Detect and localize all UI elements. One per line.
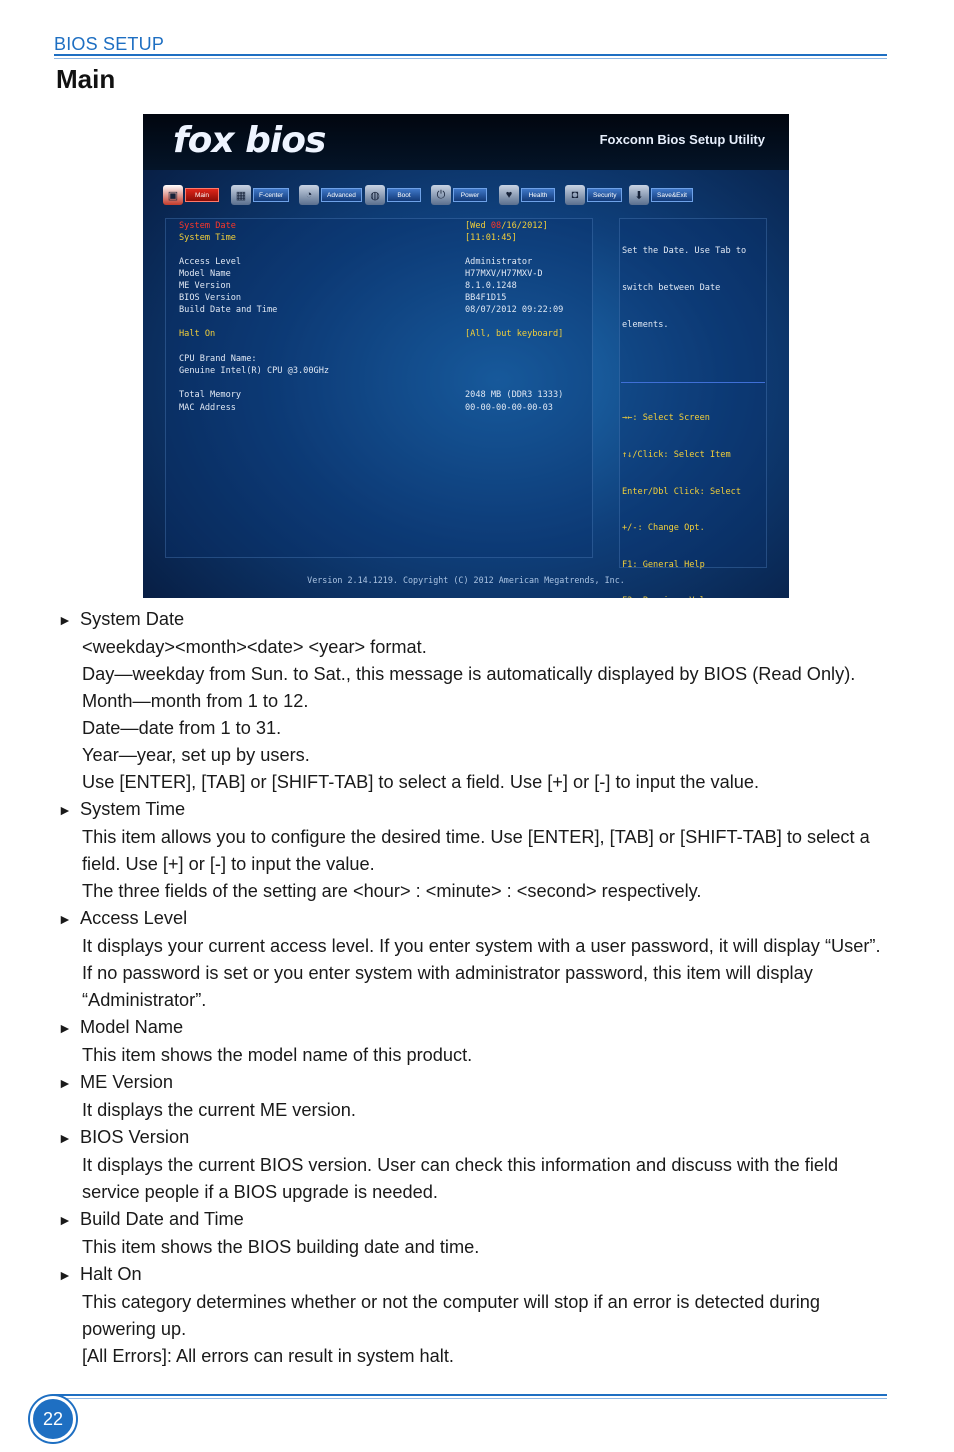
header-rule	[54, 54, 887, 56]
arrow-bullet-icon: ►	[58, 612, 72, 628]
model-name-label: Model Name	[179, 269, 231, 279]
tab-label: Advanced	[321, 188, 362, 202]
access-level-value: Administrator	[465, 257, 533, 267]
key-legend-line: +/-: Change Opt.	[622, 523, 705, 534]
item-description: This item shows the model name of this product.	[82, 1045, 473, 1065]
header-rule-thin	[54, 58, 887, 59]
item-description: It displays the current BIOS version. User can check this information and discuss with the field service people if a BIOS upgrade is needed.	[82, 1155, 839, 1202]
arrow-bullet-icon: ►	[58, 1212, 72, 1228]
item-halt-on	[58, 1261, 888, 1289]
item-description: This category determines whether or not the computer will stop if an error is detected during powering up.	[82, 1292, 820, 1339]
bios-version-label: BIOS Version	[179, 293, 242, 303]
key-legend-line: F1: General Help	[622, 559, 705, 570]
halt-on-value[interactable]: [All, but keyboard]	[465, 329, 564, 339]
key-legend-line: Enter/Dbl Click: Select	[622, 486, 741, 497]
item-title: Build Date and Time	[80, 1209, 244, 1229]
build-date-value: 08/07/2012 09:22:09	[465, 305, 564, 315]
item-description: This item allows you to configure the desired time. Use [ENTER], [TAB] or [SHIFT-TAB] to select a field. Use [+] or [-] to input the value.	[82, 827, 870, 874]
tab-label: Boot	[387, 188, 421, 202]
power-icon: ⏻	[431, 185, 451, 205]
tab-label: Save&Exit	[651, 188, 693, 202]
item-description: This item shows the BIOS building date and time.	[82, 1237, 480, 1257]
item-title: Access Level	[80, 908, 188, 928]
item-system-time	[58, 796, 888, 824]
footer-rule	[54, 1394, 887, 1396]
drive-icon: ◍	[365, 185, 385, 205]
cpu-brand-label: CPU Brand Name:	[179, 354, 257, 364]
total-memory-value: 2048 MB (DDR3 1333)	[465, 390, 564, 400]
bios-screenshot	[143, 114, 789, 598]
item-build-date-time	[58, 1206, 888, 1234]
build-date-label: Build Date and Time	[179, 305, 278, 315]
description-list	[58, 606, 888, 1370]
page-title: Main	[56, 64, 116, 94]
page-number-badge: 22	[30, 1396, 76, 1442]
tab-label: Main	[185, 188, 219, 202]
lock-icon: ◘	[565, 185, 585, 205]
grid-icon: ▦	[231, 185, 251, 205]
tab-boot[interactable]	[365, 184, 421, 206]
cpu-brand-value: Genuine Intel(R) CPU @3.00GHz	[179, 366, 330, 376]
arrow-bullet-icon: ►	[58, 911, 72, 927]
system-date-label[interactable]: System Date	[179, 221, 236, 231]
gauge-icon: ◔	[299, 185, 319, 205]
item-bios-version	[58, 1124, 888, 1152]
tab-main[interactable]	[163, 184, 219, 206]
item-description: Use [ENTER], [TAB] or [SHIFT-TAB] to select a field. Use [+] or [-] to input the value.	[82, 772, 760, 792]
item-title: Halt On	[80, 1264, 142, 1284]
tab-power[interactable]	[431, 184, 487, 206]
me-version-value: 8.1.0.1248	[465, 281, 517, 291]
system-time-value[interactable]: [11:01:45]	[465, 233, 517, 243]
utility-title: Foxconn Bios Setup Utility	[599, 132, 765, 147]
section-label: BIOS SETUP	[54, 34, 165, 54]
health-icon: ♥	[499, 185, 519, 205]
help-separator	[621, 382, 765, 383]
tab-label: Health	[521, 188, 555, 202]
arrow-bullet-icon: ►	[58, 1267, 72, 1283]
system-date-value[interactable]: [Wed 08/16/2012]	[465, 221, 548, 231]
system-time-label[interactable]: System Time	[179, 233, 236, 243]
tab-security[interactable]	[565, 184, 622, 206]
item-description: Year—year, set up by users.	[82, 745, 310, 765]
model-name-value: H77MXV/H77MXV-D	[465, 269, 543, 279]
mac-address-label: MAC Address	[179, 403, 236, 413]
mac-address-value: 00-00-00-00-00-03	[465, 403, 553, 413]
bios-tab-bar	[163, 184, 783, 208]
item-description: Month—month from 1 to 12.	[82, 691, 309, 711]
bios-title-bar	[143, 114, 789, 170]
tab-label: Security	[587, 188, 622, 202]
item-description: Date—date from 1 to 31.	[82, 718, 282, 738]
key-legend	[622, 388, 741, 598]
tab-f-center[interactable]	[231, 184, 289, 206]
item-system-date	[58, 606, 888, 634]
item-description: It displays the current ME version.	[82, 1100, 356, 1120]
item-title: BIOS Version	[80, 1127, 190, 1147]
tab-advanced[interactable]	[299, 184, 362, 206]
bios-version-footer: Version 2.14.1219. Copyright (C) 2012 American Megatrends, Inc.	[307, 575, 625, 585]
tab-label: Power	[453, 188, 487, 202]
me-version-label: ME Version	[179, 281, 231, 291]
item-description: Day—weekday from Sun. to Sat., this message is automatically displayed by BIOS (Read Only).	[82, 664, 856, 684]
item-description: [All Errors]: All errors can result in system halt.	[82, 1346, 454, 1366]
key-legend-line	[622, 595, 741, 598]
tab-label: F-center	[253, 188, 289, 202]
save-icon: ⬇	[629, 185, 649, 205]
item-me-version	[58, 1069, 888, 1097]
bios-version-value: BB4F1D15	[465, 293, 507, 303]
arrow-bullet-icon: ►	[58, 802, 72, 818]
key-legend-line: ↑↓/Click: Select Item	[622, 450, 731, 461]
halt-on-label[interactable]: Halt On	[179, 329, 216, 339]
item-description: The three fields of the setting are <hour> : <minute> : <second> respectively.	[82, 881, 702, 901]
item-title: System Time	[80, 799, 186, 819]
arrow-bullet-icon: ►	[58, 1020, 72, 1036]
item-title: Model Name	[80, 1017, 184, 1037]
tab-health[interactable]	[499, 184, 555, 206]
computer-icon: ▣	[163, 185, 183, 205]
item-model-name	[58, 1014, 888, 1042]
arrow-bullet-icon: ►	[58, 1075, 72, 1091]
fox-bios-logo: fox bios	[173, 120, 326, 161]
footer-rule-thin	[54, 1398, 887, 1399]
arrow-bullet-icon: ►	[58, 1130, 72, 1146]
item-access-level	[58, 905, 888, 933]
access-level-label: Access Level	[179, 257, 242, 267]
key-legend-line: →←: Select Screen	[622, 413, 710, 424]
tab-save-exit[interactable]	[629, 184, 693, 206]
item-title: ME Version	[80, 1072, 173, 1092]
item-help-text: Set the Date. Use Tab to switch between Date elements.	[622, 246, 747, 330]
total-memory-label: Total Memory	[179, 390, 242, 400]
item-description: <weekday><month><date> <year> format.	[82, 637, 427, 657]
item-title: System Date	[80, 609, 185, 629]
item-description: It displays your current access level. If you enter system with a user password, it will display “User”. If no password is set or you enter system with administrator password, this item will display “Administrator”.	[82, 936, 881, 1010]
